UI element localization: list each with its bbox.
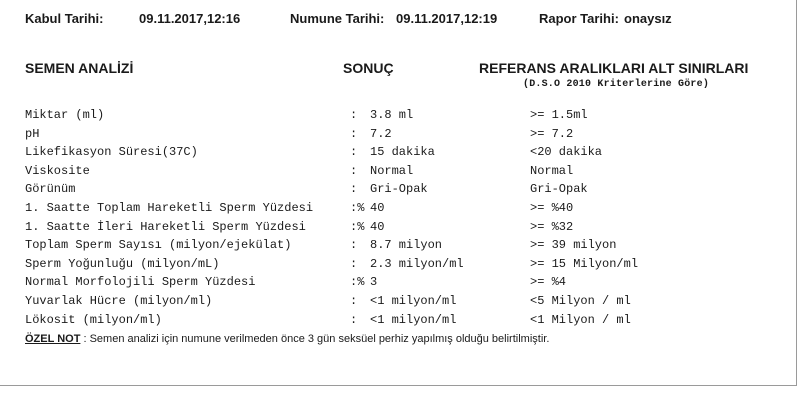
table-row xyxy=(25,199,785,217)
row-colon: : xyxy=(350,294,358,308)
kabul-date-value: 09.11.2017,12:16 xyxy=(139,11,241,26)
row-value: 8.7 milyon xyxy=(370,238,443,253)
table-row xyxy=(25,143,785,161)
row-reference: >= 15 Milyon/ml xyxy=(530,256,639,271)
rapor-date-label: Rapor Tarihi: xyxy=(539,11,619,26)
row-name: pH xyxy=(25,126,40,141)
row-name: Toplam Sperm Sayısı (milyon/ejekülat) xyxy=(25,238,292,253)
section-title: SEMEN ANALİZİ xyxy=(25,60,134,76)
numune-date-value: 09.11.2017,12:19 xyxy=(396,11,498,26)
row-value: <1 milyon/ml xyxy=(370,312,457,327)
table-row xyxy=(25,273,785,291)
row-name: Sperm Yoğunluğu (milyon/mL) xyxy=(25,256,220,271)
row-reference: >= 39 milyon xyxy=(530,238,617,253)
row-colon: :% xyxy=(350,201,365,215)
row-name: Viskosite xyxy=(25,163,90,178)
row-reference: >= 7.2 xyxy=(530,126,574,141)
row-colon: : xyxy=(350,182,358,197)
row-name: 1. Saatte İleri Hareketli Sperm Yüzdesi xyxy=(25,219,306,234)
row-value: 15 dakika xyxy=(370,145,435,160)
row-value: 7.2 xyxy=(370,126,392,141)
row-name: Yuvarlak Hücre (milyon/ml) xyxy=(25,294,213,308)
row-reference: Gri-Opak xyxy=(530,182,588,197)
special-note xyxy=(25,333,549,345)
row-name: Görünüm xyxy=(25,182,76,197)
table-row xyxy=(25,255,785,273)
row-value: 3.8 ml xyxy=(370,108,414,122)
table-row xyxy=(25,180,785,198)
row-value: Gri-Opak xyxy=(370,182,428,197)
row-colon: : xyxy=(350,126,358,141)
row-colon: : xyxy=(350,312,358,327)
row-value: 40 xyxy=(370,201,385,215)
row-value: 3 xyxy=(370,275,378,290)
row-reference: >= 1.5ml xyxy=(530,108,588,122)
row-reference: Normal xyxy=(530,163,574,178)
table-row xyxy=(25,218,785,236)
row-colon: : xyxy=(350,256,358,271)
row-name: Likefikasyon Süresi(37C) xyxy=(25,145,198,160)
reference-subheading: (D.S.O 2010 Kriterlerine Göre) xyxy=(523,79,710,90)
row-colon: : xyxy=(350,163,358,178)
row-reference: >= %4 xyxy=(530,275,567,290)
row-value: Normal xyxy=(370,163,414,178)
table-row xyxy=(25,236,785,254)
row-name: Normal Morfolojili Sperm Yüzdesi xyxy=(25,275,256,290)
table-row xyxy=(25,311,785,329)
row-reference: >= %40 xyxy=(530,201,574,215)
special-note-text: Semen analizi için numune verilmeden önce 3 gün seksüel perhiz yapılmış olduğu belirtilmiştir. xyxy=(89,333,550,345)
special-note-separator: : xyxy=(80,333,90,345)
row-colon: :% xyxy=(350,275,365,290)
row-colon: : xyxy=(350,238,358,253)
special-note-label: ÖZEL NOT xyxy=(25,333,81,345)
table-row xyxy=(25,106,785,124)
row-colon: :% xyxy=(350,219,365,234)
reference-heading: REFERANS ARALIKLARI ALT SINIRLARI xyxy=(479,60,749,76)
row-value: <1 milyon/ml xyxy=(370,294,457,308)
row-name: Miktar (ml) xyxy=(25,108,105,122)
row-value: 2.3 milyon/ml xyxy=(370,256,464,271)
result-heading: SONUÇ xyxy=(343,60,394,76)
kabul-date-label: Kabul Tarihi: xyxy=(25,11,104,26)
row-reference: <20 dakika xyxy=(530,145,603,160)
rapor-date-value: onaysız xyxy=(624,11,672,26)
row-colon: : xyxy=(350,145,358,160)
row-reference: <5 Milyon / ml xyxy=(530,294,631,308)
row-reference: >= %32 xyxy=(530,219,574,234)
table-row xyxy=(25,162,785,180)
table-row xyxy=(25,125,785,143)
row-reference: <1 Milyon / ml xyxy=(530,312,631,327)
numune-date-label: Numune Tarihi: xyxy=(290,11,385,26)
row-colon: : xyxy=(350,108,358,122)
row-name: Lökosit (milyon/ml) xyxy=(25,312,162,327)
table-row xyxy=(25,292,785,310)
row-name: 1. Saatte Toplam Hareketli Sperm Yüzdesi xyxy=(25,201,314,215)
row-value: 40 xyxy=(370,219,385,234)
